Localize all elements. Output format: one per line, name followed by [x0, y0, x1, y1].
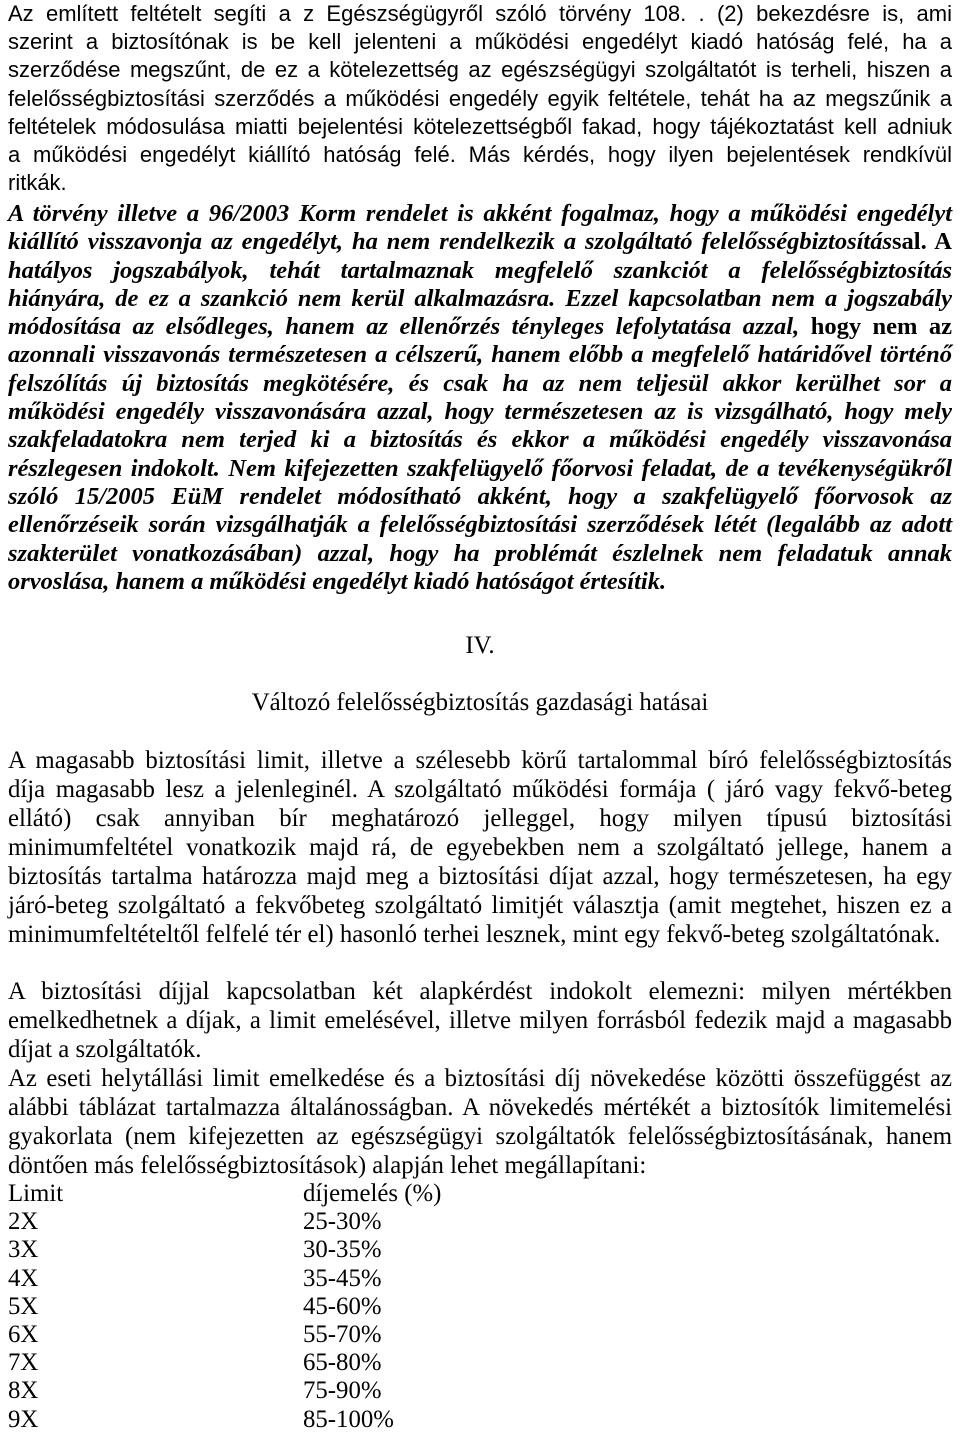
- paragraph-key-questions: [8, 977, 952, 1064]
- table-header-premium-increase: díjemelés (%): [303, 1180, 442, 1207]
- paragraph-reporting-obligation: [8, 0, 952, 197]
- table-cell-limit: 8X: [8, 1377, 39, 1405]
- table-cell-limit: 4X: [8, 1264, 39, 1292]
- text-segment: azonnali visszavonás természetesen a célszerű, hanem előbb a megfelelő határidővel történő: [8, 341, 952, 369]
- text-line: ritkák.: [8, 170, 67, 196]
- text-line: biztosítás tartalma határozza majd meg a biztosítási díjat azzal, hogy természetesen, ha egy: [8, 862, 952, 890]
- text-line: döntően más felelősségbiztosítások) alapján lehet megállapítani:: [8, 1151, 647, 1179]
- text-line: A biztosítási díjjal kapcsolatban két alapkérdést indokolt elemezni: milyen mértékben: [8, 977, 952, 1005]
- text-segment: hatályos jogszabályok, tehát tartalmaznak megfelelő szankciót a felelősségbiztosítás: [8, 256, 952, 284]
- table-cell-increase: 30-35%: [303, 1236, 382, 1264]
- text-line: feltételek módosulása miatti bejelentési kötelezettségből fakad, hogy tájékoztatást kell adniuk: [8, 113, 952, 139]
- table-row: [8, 1321, 952, 1349]
- table-cell-limit: 2X: [8, 1208, 39, 1236]
- text-line: minimumfeltétel vonatkozik majd rá, de egyebekben nem a szolgáltató jellege, hanem a: [8, 833, 952, 861]
- paragraph-premium-effects: [8, 746, 952, 949]
- paragraph-license-revocation: [8, 200, 952, 596]
- table-cell-increase: 65-80%: [303, 1349, 382, 1377]
- text-line: A magasabb biztosítási limit, illetve a szélesebb körű tartalommal bíró felelősségbiztosítás: [8, 746, 952, 774]
- text-line: szerződése megszűnt, de ez a kötelezettség az egészségügyi szolgáltatót is terheli, hiszen a: [8, 57, 952, 83]
- table-cell-increase: 35-45%: [303, 1264, 382, 1292]
- table-cell-increase: 45-60%: [303, 1292, 382, 1320]
- table-header-row: [8, 1180, 952, 1208]
- text-line: [8, 540, 952, 568]
- table-cell-increase: 55-70%: [303, 1320, 382, 1348]
- table-cell-limit: 3X: [8, 1236, 39, 1264]
- text-line: díja magasabb lesz a jelenleginél. A szolgáltató működési formája ( járó vagy fekvő-beteg: [8, 775, 952, 803]
- text-line: [8, 483, 952, 511]
- table-row: [8, 1377, 952, 1405]
- text-segment: A törvény illetve a 96/2003 Korm rendelet is akként fogalmaz, hogy a működési engedélyt: [8, 200, 952, 227]
- text-line: Az említett feltételt segíti a z Egészségügyről szóló törvény 108. . (2) bekezdésre is, ami: [8, 1, 952, 26]
- text-segment: kiállító visszavonja az engedélyt, ha nem rendelkezik a szolgáltató felelősségbiztosítás: [8, 228, 893, 256]
- text-line: minimumfeltételtől felfelé tér el) hasonló terhei lesznek, mint egy fekvő-beteg szolgáltatónak.: [8, 920, 941, 948]
- text-segment: orvoslása, hanem a működési engedélyt kiadó hatóságot értesítik.: [8, 567, 667, 595]
- text-line: [8, 313, 952, 341]
- text-segment: módosítása az elsődleges, hanem az ellenőrzés tényleges lefolytatása azzal,: [8, 313, 800, 341]
- text-line: [8, 398, 952, 426]
- text-line: [8, 200, 952, 228]
- text-line: alábbi táblázat tartalmazza általánosságban. A növekedés mértékét a biztosítók limitemelési: [8, 1093, 952, 1121]
- premium-increase-table: [8, 1180, 952, 1434]
- text-line: [8, 341, 952, 369]
- text-segment: ellenőrzéseik során vizsgálhatják a felelősségbiztosítási szerződések létét (legalább az adott: [8, 511, 952, 539]
- table-cell-limit: 7X: [8, 1349, 39, 1377]
- text-segment: szakfeladatokra nem terjed ki a biztosítás és ekkor a működési engedély visszavonása: [8, 426, 952, 454]
- text-segment: szakterület vonatkozásában) azzal, hogy ha problémát észlelnek nem feladatuk annak: [8, 539, 952, 567]
- text-line: [8, 370, 952, 398]
- table-cell-increase: 75-90%: [303, 1377, 382, 1405]
- text-segment: részlegesen indokolt. Nem kifejezetten szakfelügyelő főorvosi feladat, de a tevékenységükről: [8, 454, 952, 482]
- text-line: ellátó) csak annyiban bír meghatározó jelleggel, hogy milyen típusú biztosítási: [8, 804, 952, 832]
- table-cell-limit: 5X: [8, 1292, 39, 1320]
- text-line: járó-beteg szolgáltató a fekvőbeteg szolgáltató limitjét választja (amit megtehet, hiszen ez a: [8, 891, 952, 919]
- text-line: [8, 511, 952, 539]
- paragraph-table-intro: [8, 1064, 952, 1180]
- text-segment: hiányára, de ez a szankció nem kerül alkalmazásra. Ezzel kapcsolatban nem a jogszabály: [8, 284, 952, 312]
- text-segment-upright: hogy nem az: [810, 313, 953, 341]
- table-row: [8, 1349, 952, 1377]
- text-line: [8, 455, 952, 483]
- table-row: [8, 1293, 952, 1321]
- table-row: [8, 1208, 952, 1236]
- text-line: [8, 426, 952, 454]
- text-segment: felszólítás új biztosítás megkötésére, és csak ha az nem teljesül akkor kerülhet sor a: [8, 369, 952, 397]
- text-line: emelkedhetnek a díjak, a limit emelésével, illetve milyen forrásból fedezik majd a magasabb: [8, 1006, 952, 1034]
- text-line: [8, 228, 952, 256]
- table-row: [8, 1236, 952, 1264]
- text-line: gyakorlata (nem kifejezetten az egészségügyi szolgáltatók felelősségbiztosításának, hanem: [8, 1122, 952, 1150]
- text-line: Az eseti helytállási limit emelkedése és a biztosítási díj növekedése közötti összefüggést az: [8, 1064, 952, 1092]
- table-cell-limit: 6X: [8, 1320, 39, 1348]
- text-line: [8, 285, 952, 313]
- table-header-limit: Limit: [8, 1180, 64, 1207]
- section-title: Változó felelősségbiztosítás gazdasági hatásai: [251, 688, 709, 716]
- section-number: IV.: [465, 631, 495, 659]
- text-line: felelősségbiztosítási szerződés a működési engedély egyik feltétele, tehát ha az megszűnik a: [8, 85, 952, 111]
- table-row: [8, 1265, 952, 1293]
- text-line: [8, 257, 952, 285]
- text-line: a működési engedélyt kiállító hatóság felé. Más kérdés, hogy ilyen bejelentések rendkívül: [8, 142, 952, 168]
- text-line: [8, 568, 952, 596]
- text-segment: működési engedély visszavonására azzal, hogy természetesen az is vizsgálható, hogy mely: [8, 398, 952, 426]
- table-cell-limit: 9X: [8, 1405, 39, 1433]
- text-segment-upright: sal. A: [892, 228, 952, 256]
- text-segment: szóló 15/2005 EüM rendelet módosítható akként, hogy a szakfelügyelő főorvosok az: [8, 482, 952, 510]
- table-cell-increase: 85-100%: [303, 1405, 394, 1433]
- text-line: díjat a szolgáltatók.: [8, 1035, 202, 1063]
- table-cell-increase: 25-30%: [303, 1208, 382, 1236]
- table-row: [8, 1406, 952, 1434]
- text-line: szerint a biztosítónak is be kell jelenteni a működési engedélyt kiadó hatóság felé, ha a: [8, 29, 952, 55]
